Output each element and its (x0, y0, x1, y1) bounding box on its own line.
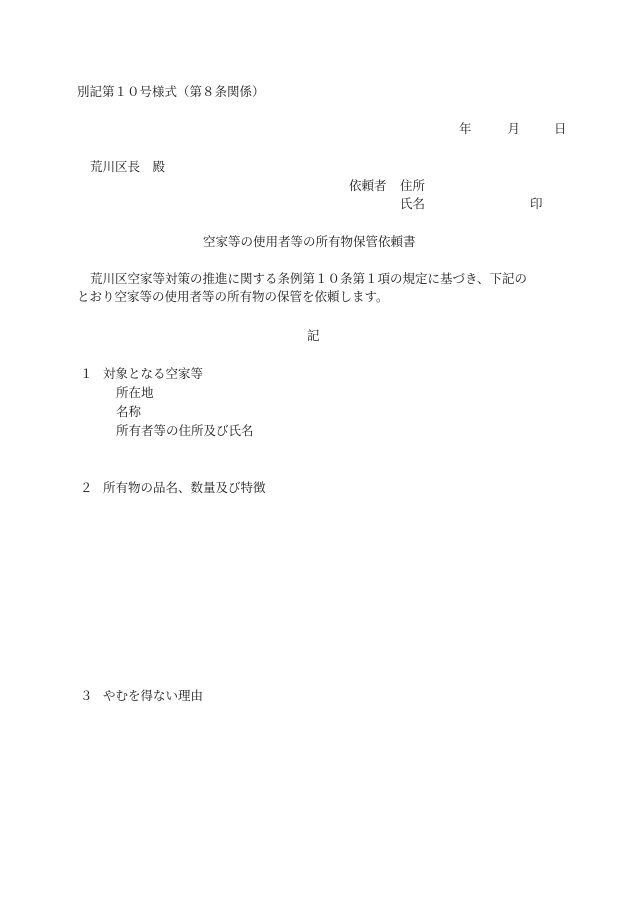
form-label: 別記第１０号様式（第８条関係） (77, 84, 265, 99)
section-3-number: ３ (80, 688, 93, 703)
date-year-label: 年 (459, 121, 472, 136)
requester-name-label: 氏名 (400, 196, 426, 211)
addressee: 荒川区長 殿 (90, 159, 166, 174)
section-1-heading: 対象となる空家等 (103, 366, 204, 381)
date-line (459, 121, 566, 137)
section-3-heading: やむを得ない理由 (103, 688, 204, 703)
section-1-number: １ (80, 366, 93, 381)
requester-address-label: 住所 (400, 178, 426, 193)
section-1-item-name: 名称 (116, 404, 142, 419)
section-1-item-owner: 所有者等の住所及び氏名 (116, 423, 254, 438)
section-1-item-location: 所在地 (116, 385, 154, 400)
seal-mark: 印 (530, 196, 543, 211)
requester-label: 依頼者 (349, 178, 387, 193)
date-month-label: 月 (507, 121, 520, 136)
ki-label: 記 (307, 328, 320, 343)
date-day-label: 日 (553, 121, 567, 136)
document-title: 空家等の使用者等の所有物保管依頼書 (203, 234, 416, 249)
body-text-line-2: とおり空家等の使用者等の所有物の保管を依頼します。 (77, 289, 389, 304)
section-2-heading: 所有物の品名、数量及び特徴 (103, 480, 266, 495)
body-text-line-1: 荒川区空家等対策の推進に関する条例第１０条第１項の規定に基づき、下記の (90, 271, 528, 286)
section-2-number: ２ (80, 480, 93, 495)
